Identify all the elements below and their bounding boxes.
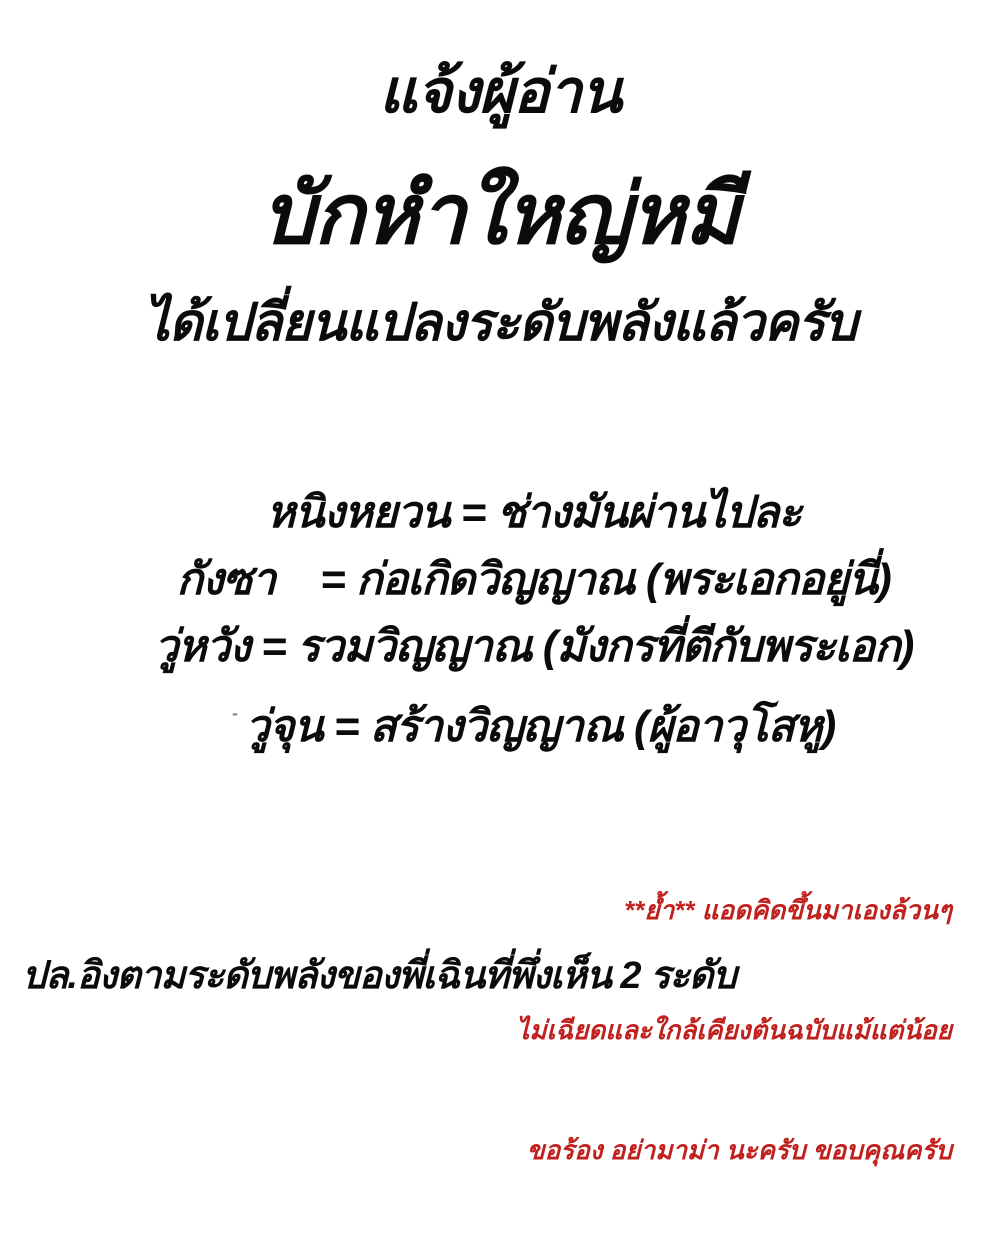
- footnote: ปล.อิงตามระดับพลังของพี่เฉินที่พึ่งเห็น 2 ระดับ: [22, 955, 736, 997]
- disclaimer-note: [516, 810, 952, 1250]
- list-item-text: กังซา = ก่อเกิดวิญญาณ (พระเอกอยู่นี่): [176, 555, 891, 604]
- list-item-text: หนิงหยวน = ช่างมันผ่านไปละ: [266, 488, 801, 537]
- page-title: แจ้งผู้อ่าน: [378, 58, 622, 125]
- disclaimer-line-3: ขอร้อง อย่ามาม่า นะครับ ขอบคุณครับ: [526, 1135, 952, 1165]
- list-item-text: วู่จุน = สร้างวิญญาณ (ผู้อาวุโสหู): [245, 702, 836, 751]
- power-level-list: [0, 412, 1000, 751]
- disclaimer-line-2: ไม่เฉียดและใกล้เคียงต้นฉบับแม้แต่น้อย: [516, 1015, 952, 1045]
- announcement-subtitle: ได้เปลี่ยนแปลงระดับพลังแล้วครับ: [143, 294, 857, 352]
- subject-name: บักหำใหญ่หมี: [261, 167, 739, 261]
- list-item-ningyuan: [0, 412, 1000, 537]
- stray-dash-mark: -: [232, 703, 238, 723]
- list-item-text: วู่หวัง = รวมวิญญาณ (มังกรที่ตีกับพระเอก): [153, 622, 914, 671]
- disclaimer-line-1: **ย้ำ** แอดคิดขึ้นมาเองล้วนๆ: [624, 895, 952, 925]
